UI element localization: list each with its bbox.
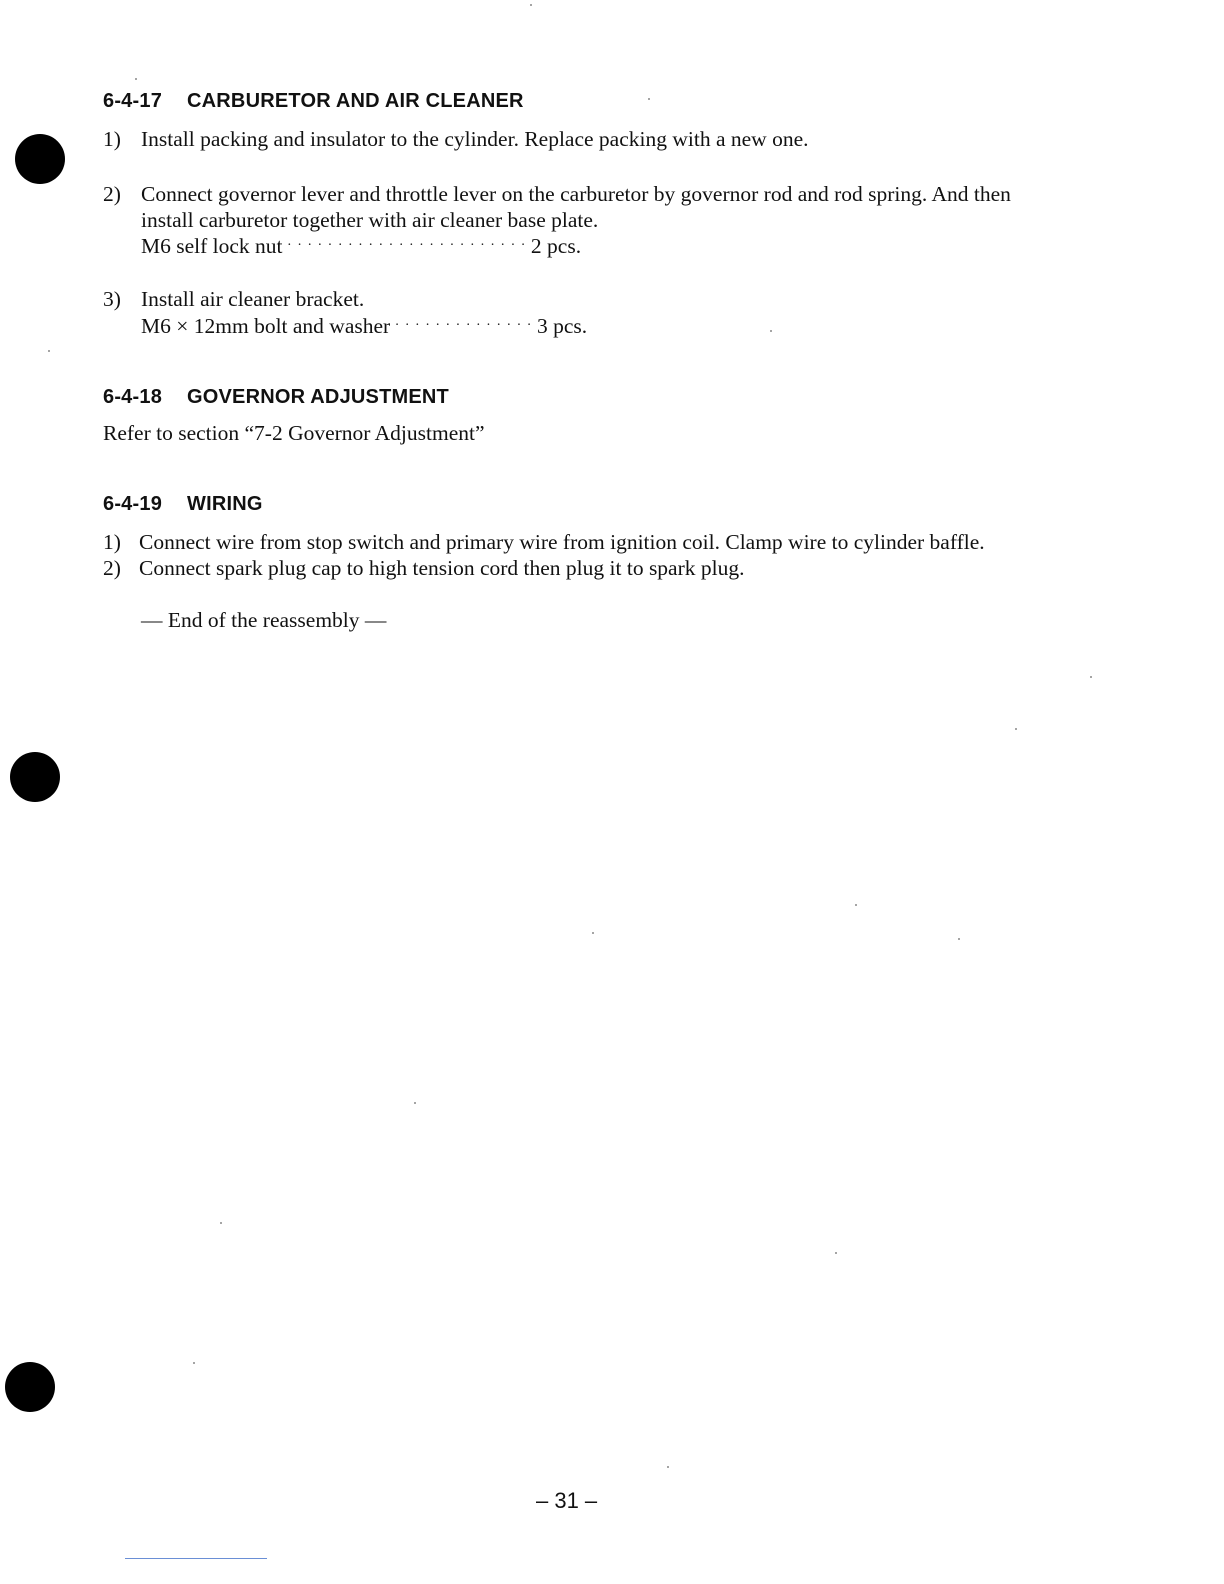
scan-speck	[855, 904, 857, 906]
section-heading-governor	[103, 386, 449, 409]
scan-speck	[1090, 676, 1092, 678]
part-spec	[141, 233, 581, 259]
step-item	[103, 529, 985, 555]
step-item	[103, 286, 364, 312]
step-item	[103, 555, 745, 581]
step-marker: 2)	[103, 182, 121, 206]
scan-edge-line	[125, 1558, 267, 1559]
step-text: Install air cleaner bracket.	[141, 287, 365, 311]
part-spec-qty: 2 pcs.	[530, 234, 582, 258]
step-text: Connect governor lever and throttle lever on the carburetor by governor rod and rod spring. And then	[141, 182, 1011, 206]
section-number: 6-4-19	[103, 493, 163, 515]
part-spec-label: M6 self lock nut	[141, 234, 283, 258]
scan-speck	[958, 938, 960, 940]
section-title: CARBURETOR AND AIR CLEANER	[187, 90, 524, 112]
part-spec-qty: 3 pcs.	[536, 314, 588, 338]
part-spec-label: M6 × 12mm bolt and washer	[141, 314, 391, 338]
section-heading-carburetor	[103, 90, 524, 113]
punch-hole	[5, 1362, 55, 1412]
section-title: WIRING	[187, 493, 263, 515]
section-body: Refer to section “7-2 Governor Adjustment”	[103, 421, 485, 445]
dot-leader: · · · · · · · · · · · · · ·	[390, 318, 537, 333]
step-marker: 1)	[103, 127, 121, 151]
scan-speck	[648, 98, 650, 100]
section-title: GOVERNOR ADJUSTMENT	[187, 386, 449, 408]
step-text: Connect spark plug cap to high tension cord then plug it to spark plug.	[139, 556, 745, 580]
scan-speck	[1015, 728, 1017, 730]
scan-speck	[770, 330, 772, 332]
step-marker: 2)	[103, 556, 121, 580]
section-number: 6-4-17	[103, 90, 163, 112]
page-number: – 31 –	[536, 1488, 598, 1513]
scan-speck	[667, 1466, 669, 1468]
step-marker: 1)	[103, 530, 121, 554]
punch-hole	[15, 134, 65, 184]
dot-leader: · · · · · · · · · · · · · · · · · · · · · · · ·	[282, 238, 531, 253]
scan-speck	[592, 932, 594, 934]
punch-hole	[10, 752, 60, 802]
section-number: 6-4-18	[103, 386, 163, 408]
section-heading-wiring	[103, 493, 263, 516]
scan-speck	[193, 1362, 195, 1364]
scan-speck	[220, 1222, 222, 1224]
end-note: — End of the reassembly —	[141, 608, 387, 632]
scan-speck	[835, 1252, 837, 1254]
step-item	[103, 181, 1011, 207]
step-text: Connect wire from stop switch and primary wire from ignition coil. Clamp wire to cylinder baffle.	[139, 530, 985, 554]
step-text: Install packing and insulator to the cylinder. Replace packing with a new one.	[141, 127, 809, 151]
scan-speck	[48, 350, 50, 352]
scan-speck	[530, 4, 532, 6]
part-spec	[141, 313, 587, 339]
step-continuation: install carburetor together with air cleaner base plate.	[141, 208, 599, 232]
scan-speck	[414, 1102, 416, 1104]
step-item	[103, 126, 809, 152]
step-marker: 3)	[103, 287, 121, 311]
scan-speck	[135, 78, 137, 80]
